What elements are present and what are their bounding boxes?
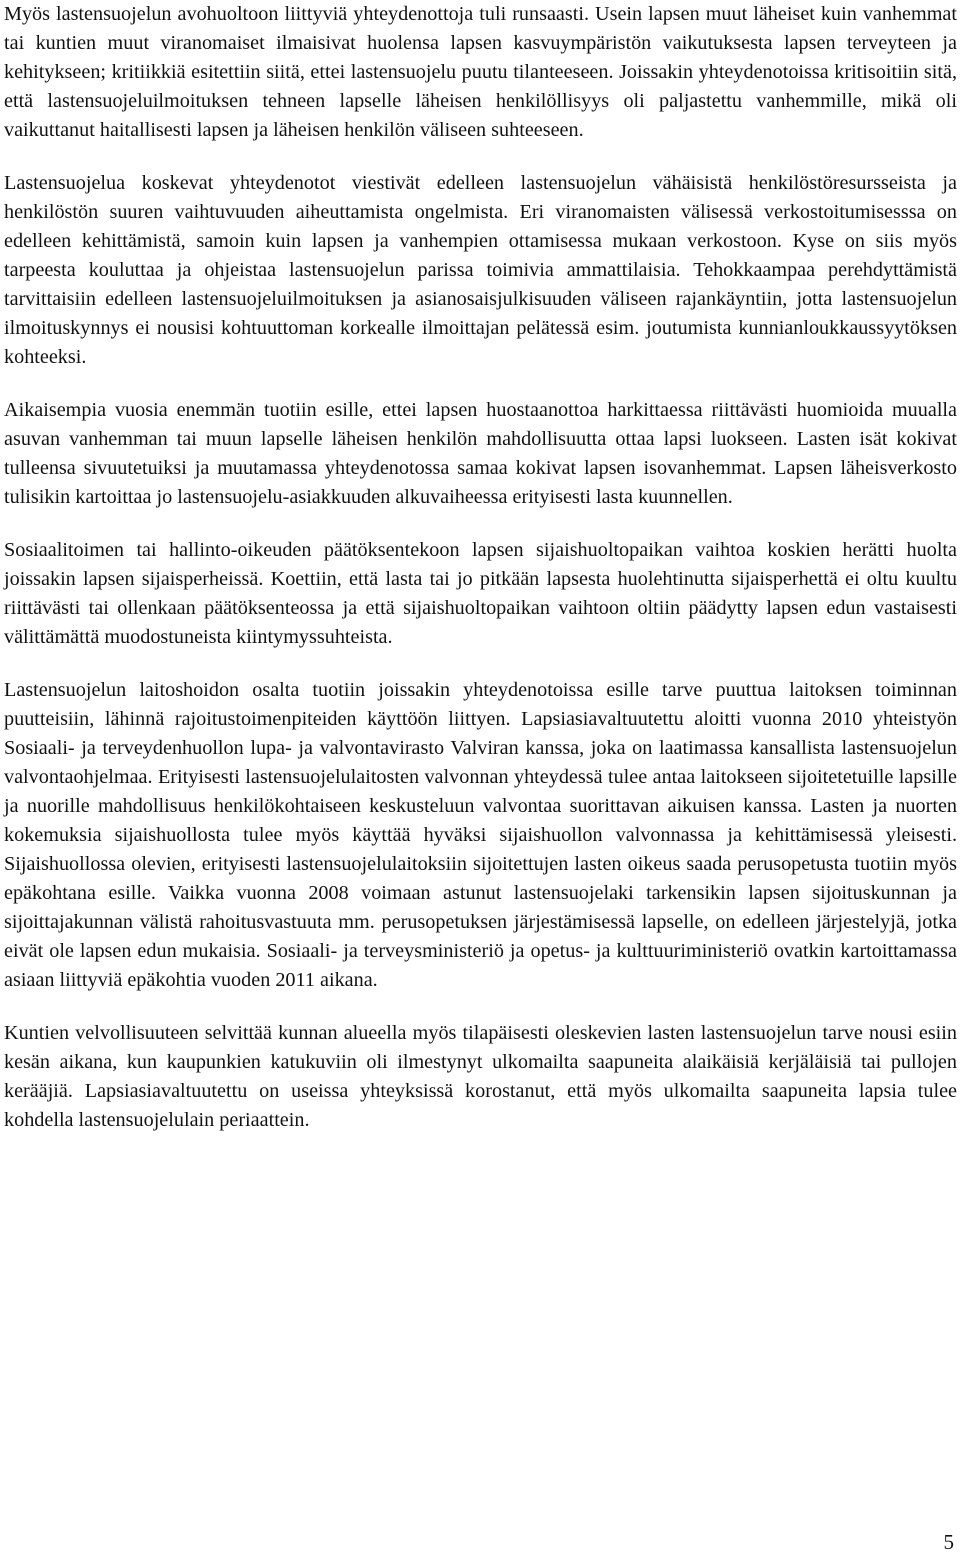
paragraph-6: Kuntien velvollisuuteen selvittää kunnan alueella myös tilapäisesti oleskevien lasten lastensuojelun tarve nousi esiin kesän aikana, kun kaupunkien katukuviin oli ilmestynyt ulkomailta saapuneita alaikäisiä kerjäläisiä tai pullojen kerääjiä. Lapsiasiavaltuutettu on useissa yhteyksissä korostanut, että myös ulkomailta saapuneita lapsia tulee kohdella lastensuojelulain periaattein. xyxy=(4,1022,957,1131)
document-page xyxy=(4,0,957,1159)
paragraph-4: Sosiaalitoimen tai hallinto-oikeuden päätöksentekoon lapsen sijaishuoltopaikan vaihtoa koskien herätti huolta joissakin lapsen sijaisperheissä. Koettiin, että lasta tai jo pitkään lapsesta huolehtinutta sijaisperhettä ei oltu kuultu riittävästi tai ollenkaan päätöksenteossa ja että sijaishuoltopaikan vaihtoon oltiin päädytty lapsen edun vastaisesti välittämättä muodostuneista kiintymyssuhteista. xyxy=(4,539,957,648)
paragraph-5: Lastensuojelun laitoshoidon osalta tuotiin joissakin yhteydenotoissa esille tarve puuttua laitoksen toiminnan puutteisiin, lähinnä rajoitustoimenpiteiden käyttöön liittyen. Lapsiasiavaltuutettu aloitti vuonna 2010 yhteistyön Sosiaali- ja terveydenhuollon lupa- ja valvontavirasto Valviran kanssa, joka on laatimassa kansallista lastensuojelun valvontaohjelmaa. Erityisesti lastensuojelulaitosten valvonnan yhteydessä tulee antaa laitokseen sijoitetetuille lapsille ja nuorille mahdollisuus henkilökohtaiseen keskusteluun valvontaa suorittavan aikuisen kanssa. Lasten ja nuorten kokemuksia sijaishuollosta tulee myös käyttää hyväksi sijaishuollon valvonnassa ja kehittämisessä yleisesti. Sijaishuollossa olevien, erityisesti lastensuojelulaitoksiin sijoitettujen lasten oikeus saada perusopetusta tuotiin myös epäkohtana esille. Vaikka vuonna 2008 voimaan astunut lastensuojelaki tarkensikin lapsen sijoituskunnan ja sijoittajakunnan välistä rahoitusvastuuta mm. perusopetuksen järjestämisessä lapselle, on edelleen järjestelyjä, jotka eivät ole lapsen edun mukaisia. Sosiaali- ja terveysministeriö ja opetus- ja kulttuuriministeriö ovatkin kartoittamassa asiaan liittyviä epäkohtia vuoden 2011 aikana. xyxy=(4,679,957,991)
paragraph-2: Lastensuojelua koskevat yhteydenotot viestivät edelleen lastensuojelun vähäisistä henkilöstöresursseista ja henkilöstön suuren vaihtuvuuden aiheuttamista ongelmista. Eri viranomaisten välisessä verkostoitumisesssa on edelleen kehittämistä, samoin kuin lapsen ja vanhempien ottamisessa mukaan verkostoon. Kyse on siis myös tarpeesta kouluttaa ja ohjeistaa lastensuojelun parissa toimivia ammattilaisia. Tehokkaampaa perehdyttämistä tarvittaisiin edelleen lastensuojeluilmoituksen ja asianosaisjulkisuuden väliseen rajankäyntiin, jotta lastensuojelun ilmoituskynnys ei nousisi kohtuuttoman korkealle ilmoittajan pelätessä esim. joutumista kunnianloukkaussyytöksen kohteeksi. xyxy=(4,172,957,368)
page-number: 5 xyxy=(943,1530,954,1554)
paragraph-1: Myös lastensuojelun avohuoltoon liittyviä yhteydenottoja tuli runsaasti. Usein lapsen muut läheiset kuin vanhemmat tai kuntien muut viranomaiset ilmaisivat huolensa lapsen kasvuympäristön vaikutuksesta lapsen terveyteen ja kehitykseen; kritiikkiä esitettiin siitä, ettei lastensuojelu puutu tilanteeseen. Joissakin yhteydenotoissa kritisoitiin sitä, että lastensuojeluilmoituksen tehneen lapselle läheisen henkilöllisyys oli paljastettu vanhemmille, mikä oli vaikuttanut haitallisesti lapsen ja läheisen henkilön väliseen suhteeseen. xyxy=(4,3,957,141)
paragraph-3: Aikaisempia vuosia enemmän tuotiin esille, ettei lapsen huostaanottoa harkittaessa riittävästi huomioida muualla asuvan vanhemman tai muun lapselle läheisen henkilön mahdollisuutta ottaa lapsi luokseen. Lasten isät kokivat tulleensa sivuutetuiksi ja muutamassa yhteydenotossa samaa kokivat lapsen isovanhemmat. Lapsen läheisverkosto tulisikin kartoittaa jo lastensuojelu-asiakkuuden alkuvaiheessa erityisesti lasta kuunnellen. xyxy=(4,399,957,508)
